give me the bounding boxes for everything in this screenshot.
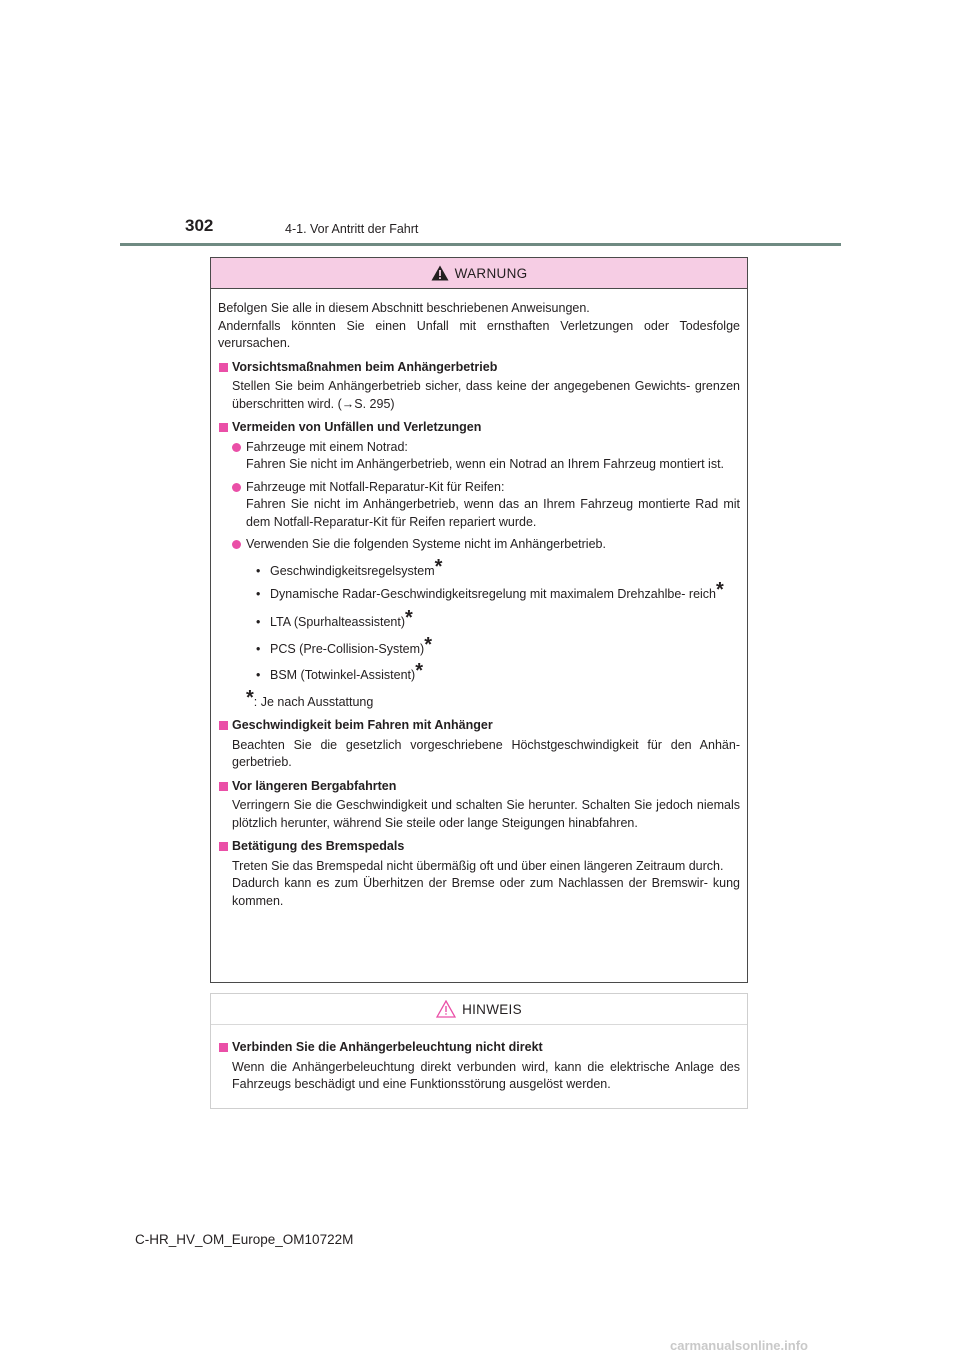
square-bullet-icon <box>219 423 228 432</box>
notice-body <box>211 1025 747 1094</box>
round-bullet-icon <box>232 540 241 549</box>
warning-box <box>210 257 748 983</box>
section-text: Wenn die Anhängerbeleuchtung direkt verbunden wird, kann die elektrische Anlage des Fahrzeugs beschädigt und eine Funktionsstörung ausgelöst werden. <box>232 1059 740 1091</box>
section-heading: Betätigung des Bremspedals <box>218 838 740 856</box>
warning-body <box>211 289 747 910</box>
section-text: Stellen Sie beim Anhängerbetrieb sicher, dass keine der angegebenen Gewichts- grenzen überschritten wird. (→S. 295) <box>232 379 740 411</box>
caution-triangle-icon <box>436 1000 456 1018</box>
asterisk-icon: * <box>434 555 443 578</box>
section-heading: Geschwindigkeit beim Fahren mit Anhänger <box>218 717 740 735</box>
asterisk-icon: * <box>246 686 254 709</box>
system-item: • BSM (Totwinkel-Assistent)* <box>256 660 423 682</box>
list-item-title: Fahrzeuge mit einem Notrad: <box>246 439 408 454</box>
section-text: Verringern Sie die Geschwindigkeit und schalten Sie herunter. Schalten Sie jedoch niemals plötzlich herunter, während Sie steile oder lange Steigungen hinabfahren. <box>232 798 740 830</box>
header-rule <box>120 243 841 246</box>
list-item-text: Verwenden Sie die folgenden Systeme nicht im Anhängerbetrieb. <box>246 537 606 551</box>
list-item <box>232 536 740 554</box>
section-text: Beachten Sie die gesetzlich vorgeschriebene Höchstgeschwindigkeit für den Anhän- gerbetrieb. <box>232 737 740 769</box>
section-heading: Vor längeren Bergabfahrten <box>218 778 740 796</box>
list-item-text: Fahren Sie nicht im Anhängerbetrieb, wenn ein Notrad an Ihrem Fahrzeug montiert ist. <box>246 457 725 471</box>
section-heading: Vorsichtsmaßnahmen beim Anhängerbetrieb <box>218 359 740 377</box>
list-item <box>232 479 740 532</box>
notice-box <box>210 993 748 1109</box>
warning-header <box>211 258 747 289</box>
system-item: • Dynamische Radar-Geschwindigkeitsregelung mit maximalem Drehzahlbe- reich* <box>256 579 724 601</box>
square-bullet-icon <box>219 1043 228 1052</box>
square-bullet-icon <box>219 363 228 372</box>
document-id: C-HR_HV_OM_Europe_OM10722M <box>135 1232 354 1247</box>
system-item: • LTA (Spurhalteassistent)* <box>256 607 413 629</box>
asterisk-icon: * <box>716 579 724 601</box>
asterisk-icon: * <box>405 607 413 629</box>
round-bullet-icon <box>232 483 241 492</box>
square-bullet-icon <box>219 842 228 851</box>
section-text: Dadurch kann es zum Überhitzen der Bremse oder zum Nachlassen der Bremswir- kung kommen. <box>232 876 740 908</box>
page-number: 302 <box>185 216 214 235</box>
square-bullet-icon <box>219 782 228 791</box>
system-item: • Geschwindigkeitsregelsystem* <box>256 555 443 578</box>
section-title: 4-1. Vor Antritt der Fahrt <box>285 222 419 236</box>
square-bullet-icon <box>219 721 228 730</box>
asterisk-icon: * <box>415 660 423 682</box>
warning-intro-2: Andernfalls könnten Sie einen Unfall mit ernsthaften Verletzungen oder Todesfolge verursachen. <box>218 318 740 350</box>
section-heading: Verbinden Sie die Anhängerbeleuchtung nicht direkt <box>218 1039 740 1057</box>
notice-title: HINWEIS <box>462 1001 522 1017</box>
asterisk-icon: * <box>424 633 432 656</box>
section-heading: Vermeiden von Unfällen und Verletzungen <box>218 419 740 437</box>
warning-title: WARNUNG <box>454 265 528 281</box>
round-bullet-icon <box>232 443 241 452</box>
notice-header <box>211 994 747 1025</box>
warning-triangle-icon <box>431 265 449 281</box>
footnote: *: Je nach Ausstattung <box>246 686 374 709</box>
warning-intro: Befolgen Sie alle in diesem Abschnitt beschriebenen Anweisungen. <box>218 301 590 315</box>
list-item <box>232 439 740 474</box>
watermark: carmanualsonline.info <box>670 1338 808 1353</box>
section-text: Treten Sie das Bremspedal nicht übermäßig oft und über einen längeren Zeitraum durch. <box>232 858 724 873</box>
system-item: • PCS (Pre-Collision-System)* <box>256 633 432 656</box>
list-item-title: Fahrzeuge mit Notfall-Reparatur-Kit für Reifen: <box>246 479 505 494</box>
list-item-text: Fahren Sie nicht im Anhängerbetrieb, wenn das an Ihrem Fahrzeug montierte Rad mit dem Notfall-Reparatur-Kit für Reifen repariert wurde. <box>246 497 740 529</box>
